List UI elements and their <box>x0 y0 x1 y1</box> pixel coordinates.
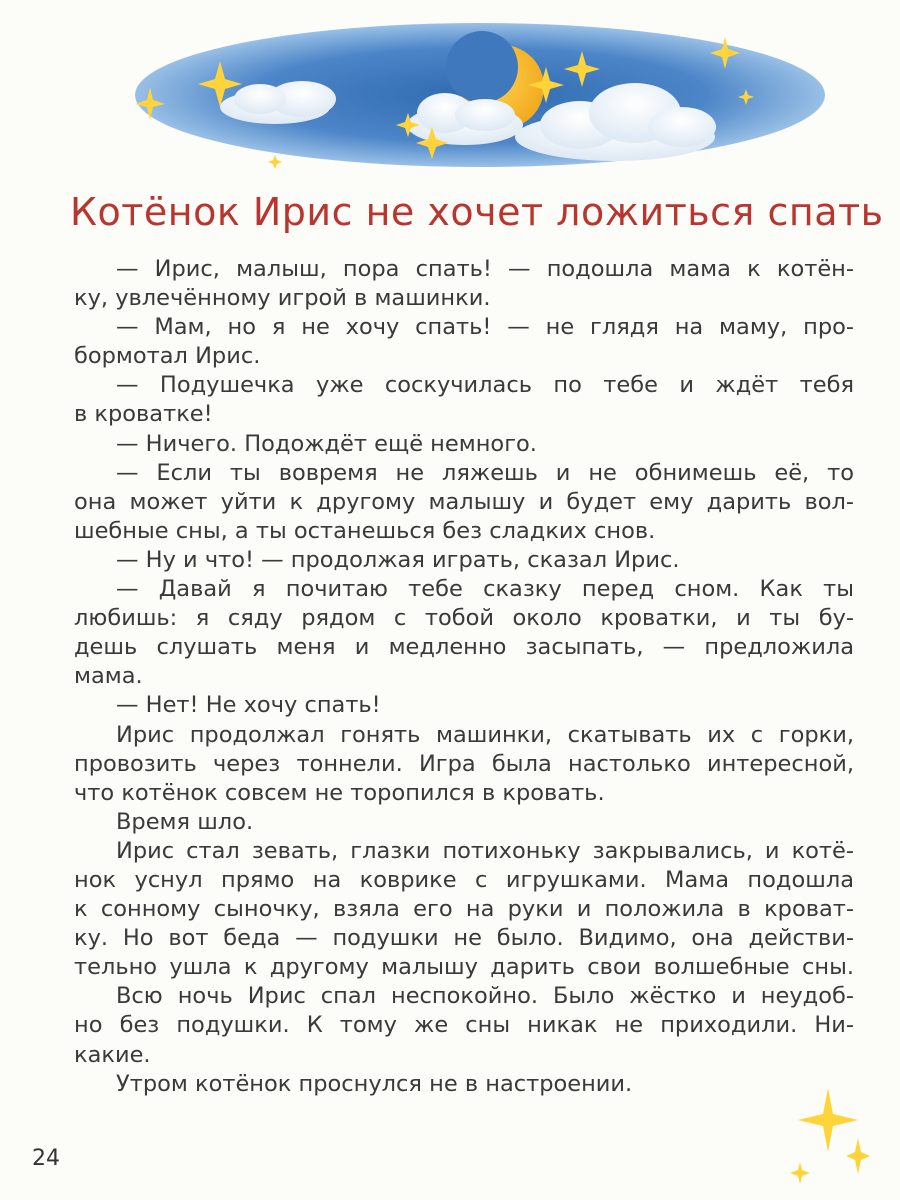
text-line: в кроватке! <box>74 401 213 428</box>
page-number: 24 <box>32 1146 60 1171</box>
text-line: дешь слушать меня и медленно засыпать, — предложила <box>74 634 854 661</box>
story-paragraph <box>74 546 854 575</box>
text-line: какие. <box>74 1041 151 1068</box>
story-paragraph <box>74 371 854 429</box>
text-line: тельно ушла к другому малышу дарить свои волшебные сны. <box>74 954 854 981</box>
story-paragraph <box>74 255 854 313</box>
text-line: но без подушки. К тому же сны никак не приходили. Ни- <box>74 1012 854 1039</box>
story-text <box>74 255 854 1099</box>
story-paragraph <box>74 313 854 371</box>
night-sky-illustration <box>70 15 870 175</box>
text-line: что котёнок совсем не торопился в кровать. <box>74 779 605 806</box>
story-paragraph <box>74 1070 854 1099</box>
text-line: — Мам, но я не хочу спать! — не глядя на маму, про- <box>116 314 854 341</box>
story-paragraph <box>74 459 854 546</box>
text-line: Утром котёнок проснулся не в настроении. <box>116 1070 633 1097</box>
story-title: Котёнок Ирис не хочет ложиться спать <box>70 190 884 234</box>
text-line: — Ирис, малыш, пора спать! — подошла мама к котён- <box>116 256 854 282</box>
story-paragraph <box>74 808 854 837</box>
text-line: — Давай я почитаю тебе сказку перед сном. Как ты <box>116 576 854 603</box>
story-paragraph <box>74 691 854 720</box>
text-line: — Ну и что! — продолжая играть, сказал Ирис. <box>116 546 680 573</box>
text-line: — Подушечка уже соскучилась по тебе и ждёт тебя <box>116 372 854 399</box>
text-line: — Если ты вовремя не ляжешь и не обнимешь её, то <box>116 459 854 486</box>
text-line: к сонному сыночку, взяла его на руки и положила в кроват- <box>74 896 854 923</box>
text-line: ку, увлечённому игрой в машинки. <box>74 285 491 312</box>
text-line: мама. <box>74 663 143 690</box>
text-line: Ирис продолжал гонять машинки, скатывать их с горки, <box>116 721 854 748</box>
story-paragraph <box>74 982 854 1069</box>
text-line: Ирис стал зевать, глазки потихоньку закрывались, и котё- <box>116 837 854 864</box>
text-line: она может уйти к другому малышу и будет ему дарить вол- <box>74 488 854 515</box>
text-line: бормотал Ирис. <box>74 343 261 370</box>
story-paragraph <box>74 430 854 459</box>
story-paragraph <box>74 575 854 691</box>
text-line: Всю ночь Ирис спал неспокойно. Было жёстко и неудоб- <box>116 983 854 1010</box>
text-line: Время шло. <box>116 808 254 835</box>
text-line: нок уснул прямо на коврике с игрушками. Мама подошла <box>74 866 854 893</box>
text-line: ку. Но вот беда — подушки не было. Видимо, она действи- <box>74 925 854 952</box>
text-line: — Нет! Не хочу спать! <box>116 692 381 719</box>
text-line: любишь: я сяду рядом с тобой около кроватки, и ты бу- <box>74 605 854 632</box>
story-paragraph <box>74 837 854 982</box>
text-line: — Ничего. Подождёт ещё немного. <box>116 430 537 457</box>
text-line: шебные сны, а ты останешься без сладких снов. <box>74 517 656 544</box>
star-icon <box>268 155 282 169</box>
sparkle-icon <box>740 1080 870 1190</box>
text-line: провозить через тоннели. Игра была настолько интересной, <box>74 750 854 777</box>
story-paragraph <box>74 721 854 808</box>
